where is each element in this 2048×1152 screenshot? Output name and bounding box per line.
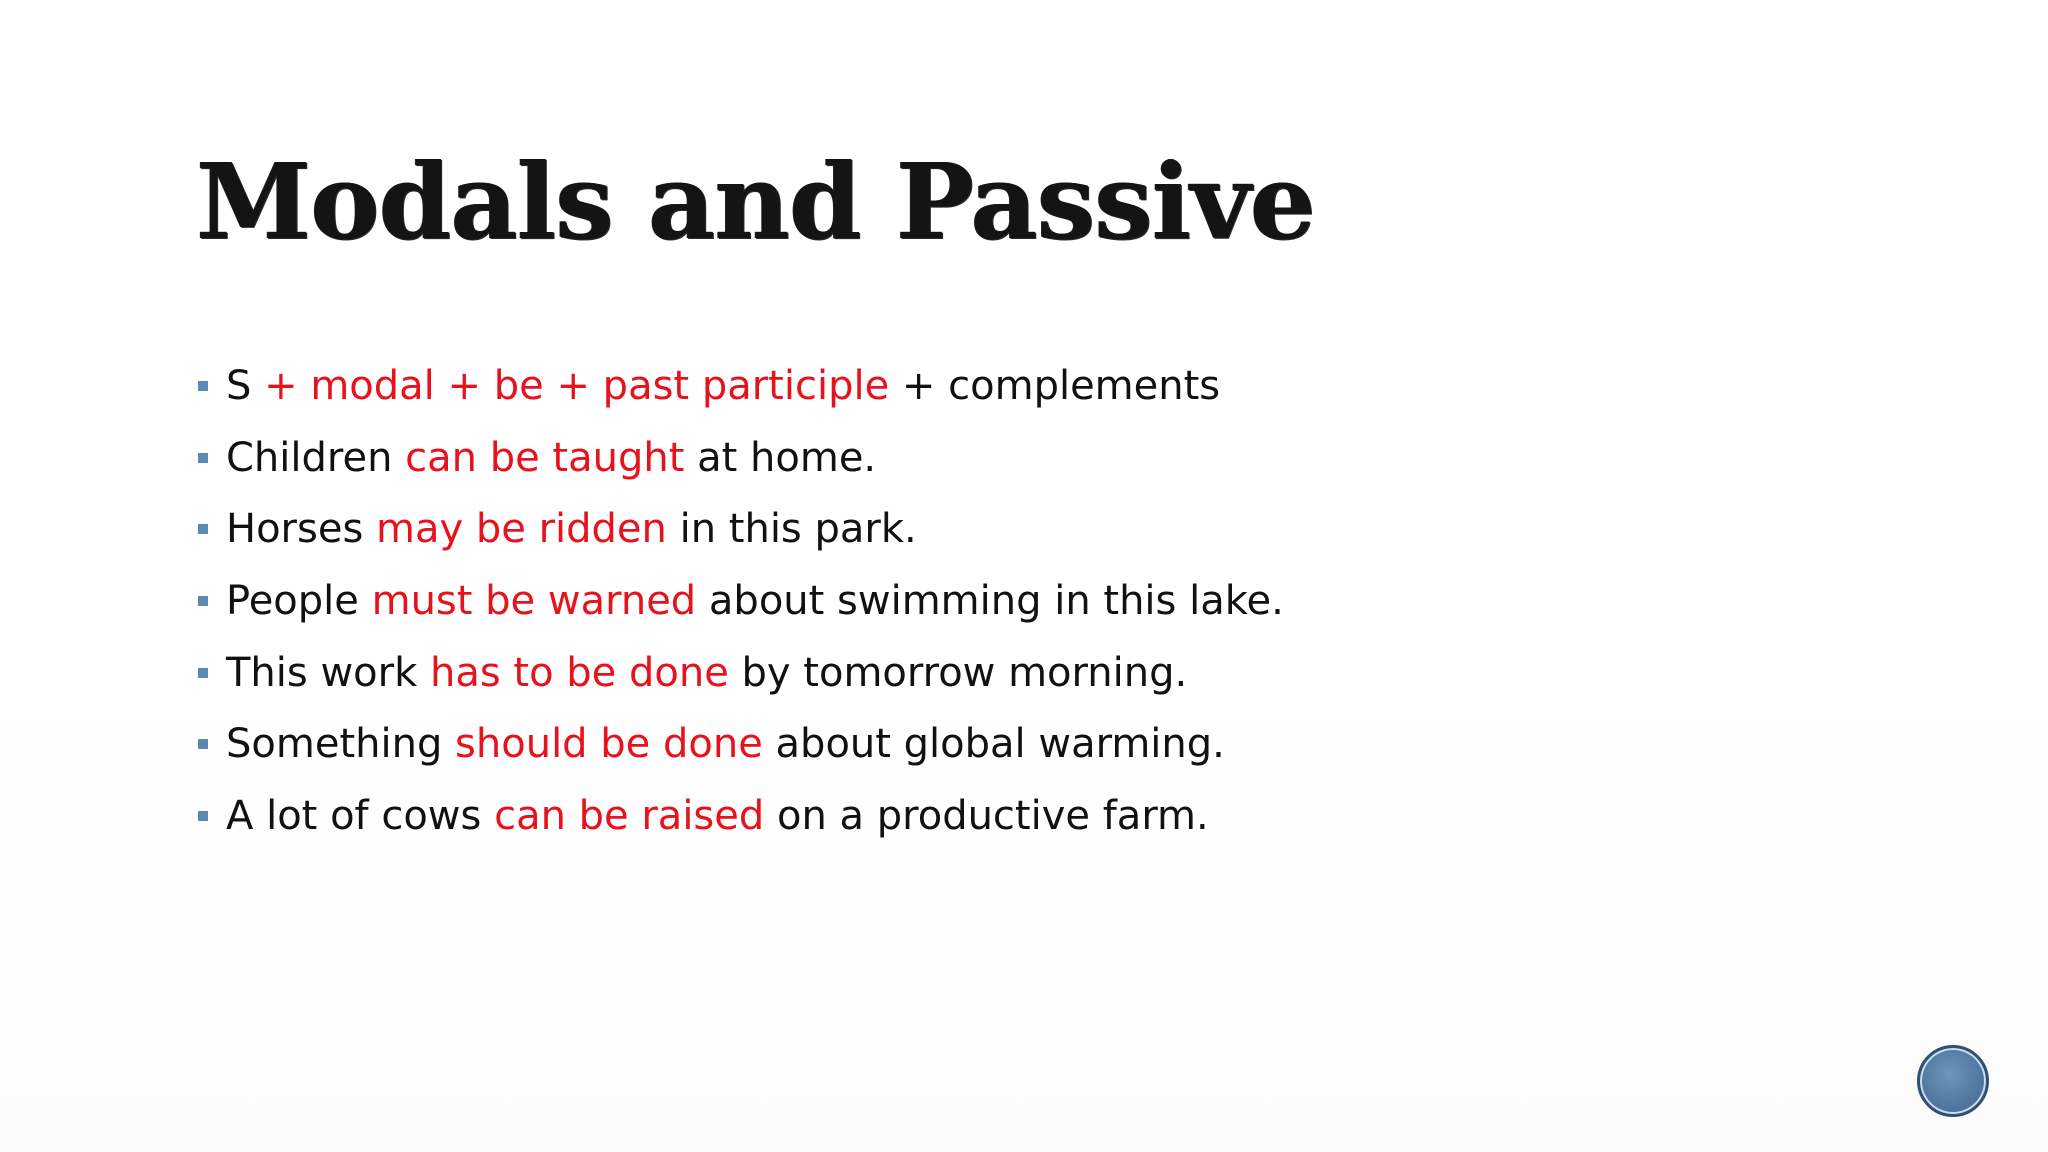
bullet-text-plain: Horses <box>226 506 376 553</box>
bullet-text-plain: in this park. <box>666 506 917 553</box>
bullet-marker-icon <box>198 739 208 749</box>
bullet-item <box>196 429 1284 501</box>
bullet-marker-icon <box>198 381 208 391</box>
bullet-list <box>196 357 1284 859</box>
bullet-text-highlight: may be ridden <box>376 506 667 553</box>
bullet-text-plain: Something <box>226 721 456 768</box>
bullet-text-highlight: has to be done <box>429 649 729 696</box>
bullet-text-plain: + complements <box>889 363 1221 409</box>
bullet-text-plain: on a productive farm. <box>764 793 1209 840</box>
bullet-text-plain: about swimming in this lake. <box>696 578 1284 625</box>
bullet-text-plain: at home. <box>684 434 877 481</box>
bullet-marker-icon <box>198 668 208 678</box>
bullet-marker-icon <box>198 453 208 463</box>
bullet-text-plain: by tomorrow morning. <box>728 649 1188 696</box>
bullet-text-highlight: can be taught <box>405 434 685 481</box>
bullet-text-plain: about global warming. <box>762 721 1225 768</box>
bullet-marker-icon <box>198 524 208 534</box>
bullet-marker-icon <box>198 811 208 821</box>
slide-title: Modals and Passive <box>196 140 1315 263</box>
slide-nav-circle-icon[interactable] <box>1917 1045 1989 1117</box>
bullet-text-plain: S <box>226 363 252 409</box>
bullet-text-plain: This work <box>226 649 430 696</box>
bullet-item <box>196 787 1284 859</box>
bullet-item <box>196 644 1284 716</box>
bullet-text-plain: Children <box>226 434 406 481</box>
bullet-text-highlight: can be raised <box>494 793 765 840</box>
bullet-marker-icon <box>198 596 208 606</box>
bullet-text-plain: People <box>226 578 372 625</box>
bullet-text-highlight: should be done <box>455 721 763 768</box>
bullet-text-plain: A lot of cows <box>226 793 495 840</box>
bullet-item <box>196 715 1284 787</box>
bullet-item <box>196 357 1284 429</box>
bullet-item <box>196 500 1284 572</box>
bullet-text-highlight: must be warned <box>371 578 697 625</box>
bullet-item <box>196 572 1284 644</box>
bullet-text-highlight: + modal + be + past participle <box>251 363 890 409</box>
